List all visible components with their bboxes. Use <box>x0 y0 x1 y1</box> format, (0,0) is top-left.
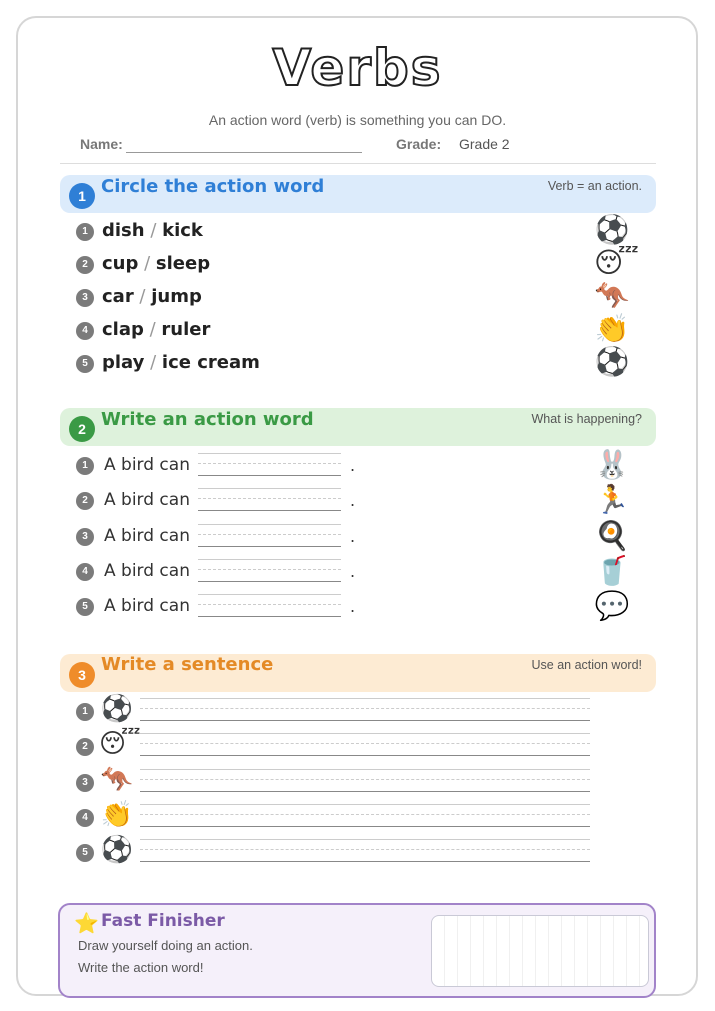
sentence-end: . <box>350 597 356 616</box>
rabbit-icon: 🐰 <box>594 448 630 481</box>
item-number: 1 <box>76 457 94 475</box>
word-option[interactable]: kick <box>162 220 203 241</box>
section-note: Verb = an action. <box>547 179 642 193</box>
item-number: 3 <box>76 528 94 546</box>
sentence-field[interactable] <box>140 733 590 757</box>
fast-finisher-heading: Fast Finisher <box>101 911 225 931</box>
word-option[interactable]: dish <box>102 220 145 241</box>
sentence-prompt: A bird can <box>104 455 190 475</box>
clapping-hands-icon: 👏 <box>594 312 630 345</box>
answer-field[interactable] <box>198 488 341 512</box>
item-number: 1 <box>76 223 94 241</box>
item-number: 4 <box>76 563 94 581</box>
runner-icon: 🏃 <box>594 483 630 516</box>
section-note: What is happening? <box>531 412 642 426</box>
item-number: 2 <box>76 738 94 756</box>
sentence-end: . <box>350 456 356 475</box>
answer-field[interactable] <box>198 559 341 583</box>
item-number: 3 <box>76 774 94 792</box>
item-number: 5 <box>76 844 94 862</box>
sentence-end: . <box>350 527 356 546</box>
divider <box>60 163 656 164</box>
word-option[interactable]: play <box>102 352 145 373</box>
soccer-ball-icon: ⚽ <box>100 835 134 865</box>
fast-finisher-instruction: Draw yourself doing an action. <box>78 938 253 953</box>
kangaroo-icon: 🦘 <box>100 765 134 795</box>
word-option[interactable]: cup <box>102 253 139 274</box>
word-choice[interactable]: cup / sleep <box>102 253 211 274</box>
word-option[interactable]: car <box>102 286 134 307</box>
section-number: 3 <box>69 662 95 688</box>
answer-field[interactable] <box>198 524 341 548</box>
word-option[interactable]: clap <box>102 319 144 340</box>
item-number: 4 <box>76 322 94 340</box>
item-number: 2 <box>76 492 94 510</box>
section-number: 1 <box>69 183 95 209</box>
sentence-prompt: A bird can <box>104 596 190 616</box>
answer-field[interactable] <box>198 594 341 618</box>
sentence-end: . <box>350 562 356 581</box>
sentence-end: . <box>350 491 356 510</box>
word-option[interactable]: ice cream <box>161 352 260 373</box>
word-choice[interactable]: car / jump <box>102 286 202 307</box>
sentence-field[interactable] <box>140 769 590 793</box>
word-choice[interactable]: play / ice cream <box>102 352 260 373</box>
soccer-ball-icon: ⚽ <box>594 213 630 246</box>
sleeping-face-icon: 😴 <box>99 729 141 759</box>
section-number: 2 <box>69 416 95 442</box>
word-choice[interactable]: clap / ruler <box>102 319 211 340</box>
fast-finisher-box <box>58 903 656 998</box>
name-label: Name: <box>80 136 123 152</box>
subtitle: An action word (verb) is something you can DO. <box>208 112 507 128</box>
item-number: 5 <box>76 355 94 373</box>
item-number: 1 <box>76 703 94 721</box>
page-title: Verbs <box>272 39 443 97</box>
sentence-prompt: A bird can <box>104 490 190 510</box>
frying-pan-icon: 🍳 <box>594 519 630 552</box>
star-icon: ⭐ <box>74 911 99 935</box>
grade-value: Grade 2 <box>459 136 510 152</box>
word-choice[interactable]: dish / kick <box>102 220 203 241</box>
item-number: 4 <box>76 809 94 827</box>
word-option[interactable]: ruler <box>161 319 211 340</box>
section-heading: Circle the action word <box>101 176 325 197</box>
fast-finisher-instruction: Write the action word! <box>78 960 204 975</box>
item-number: 5 <box>76 598 94 616</box>
item-number: 3 <box>76 289 94 307</box>
section-1-header <box>60 175 656 213</box>
soccer-ball-icon: ⚽ <box>594 345 630 378</box>
drawing-area[interactable] <box>431 915 649 987</box>
speech-bubble-icon: 💬 <box>594 589 630 622</box>
word-option[interactable]: sleep <box>155 253 211 274</box>
sentence-prompt: A bird can <box>104 526 190 546</box>
sentence-field[interactable] <box>140 839 590 863</box>
cup-with-straw-icon: 🥤 <box>594 554 630 587</box>
grade-label: Grade: <box>396 136 442 152</box>
section-heading: Write a sentence <box>101 654 274 675</box>
word-option[interactable]: jump <box>151 286 202 307</box>
item-number: 2 <box>76 256 94 274</box>
sentence-prompt: A bird can <box>104 561 190 581</box>
section-2-header <box>60 408 656 446</box>
answer-field[interactable] <box>198 453 341 477</box>
name-field[interactable] <box>126 152 362 153</box>
section-3-header <box>60 654 656 692</box>
section-note: Use an action word! <box>531 658 642 672</box>
section-heading: Write an action word <box>101 409 314 430</box>
student-info-row <box>80 136 640 156</box>
kangaroo-icon: 🦘 <box>594 279 630 312</box>
clapping-hands-icon: 👏 <box>100 800 134 830</box>
sentence-field[interactable] <box>140 698 590 722</box>
sentence-field[interactable] <box>140 804 590 828</box>
soccer-ball-icon: ⚽ <box>100 694 134 724</box>
sleeping-face-icon: 😴 <box>594 246 639 279</box>
